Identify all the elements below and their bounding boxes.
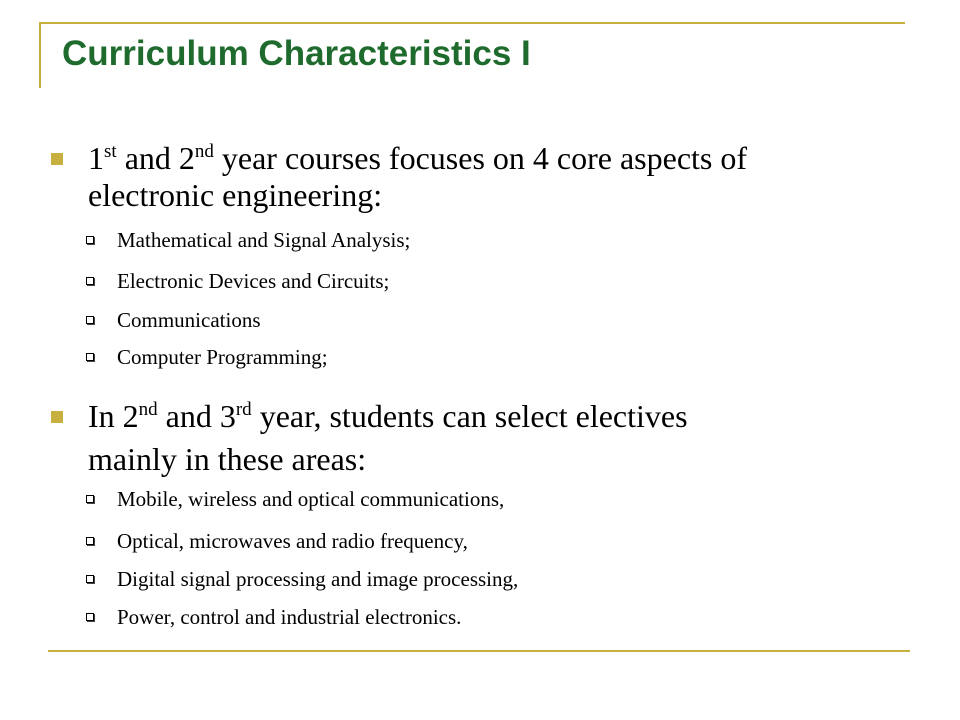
text-part: In 2: [88, 398, 139, 434]
sub-item-label: Electronic Devices and Circuits;: [117, 269, 390, 293]
text-part: and 2: [116, 140, 195, 176]
text-part: and 3: [157, 398, 236, 434]
bottom-rule: [48, 650, 910, 652]
bullet-square-icon: [51, 411, 63, 423]
bullet-2-line-1: [88, 397, 688, 441]
checkbox-square-icon: [86, 537, 94, 545]
sub-item: [86, 346, 328, 368]
sub-item-label: Communications: [117, 308, 261, 332]
text-part: year, students can select electives: [251, 398, 688, 434]
sub-item: [86, 488, 504, 510]
checkbox-square-icon: [86, 353, 94, 361]
sub-item: [86, 229, 410, 251]
sub-item: [86, 270, 389, 292]
sub-item-label: Power, control and industrial electronics.: [117, 605, 462, 629]
sub-item: [86, 606, 461, 628]
superscript: nd: [138, 399, 158, 420]
text-part: 1: [88, 140, 104, 176]
bullet-1-line-2: electronic engineering:: [88, 177, 383, 213]
checkbox-square-icon: [86, 236, 94, 244]
checkbox-square-icon: [86, 575, 94, 583]
sub-item-label: Mathematical and Signal Analysis;: [117, 228, 411, 252]
left-rule: [39, 22, 41, 88]
top-rule: [39, 22, 905, 24]
checkbox-square-icon: [86, 495, 94, 503]
bullet-square-icon: [51, 153, 63, 165]
superscript: rd: [235, 399, 252, 420]
superscript: nd: [194, 141, 214, 162]
bullet-2-line-2: mainly in these areas:: [88, 441, 367, 477]
slide-title: Curriculum Characteristics I: [62, 34, 531, 73]
text-part: year courses focuses on 4 core aspects of: [213, 140, 748, 176]
sub-item-label: Optical, microwaves and radio frequency,: [117, 529, 468, 553]
checkbox-square-icon: [86, 277, 94, 285]
sub-item: [86, 309, 261, 331]
sub-item: [86, 568, 518, 590]
checkbox-square-icon: [86, 613, 94, 621]
sub-item-label: Computer Programming;: [117, 345, 328, 369]
superscript: st: [104, 141, 117, 162]
sub-item: [86, 530, 468, 552]
sub-item-label: Mobile, wireless and optical communications,: [117, 487, 505, 511]
sub-item-label: Digital signal processing and image processing,: [117, 567, 519, 591]
checkbox-square-icon: [86, 316, 94, 324]
